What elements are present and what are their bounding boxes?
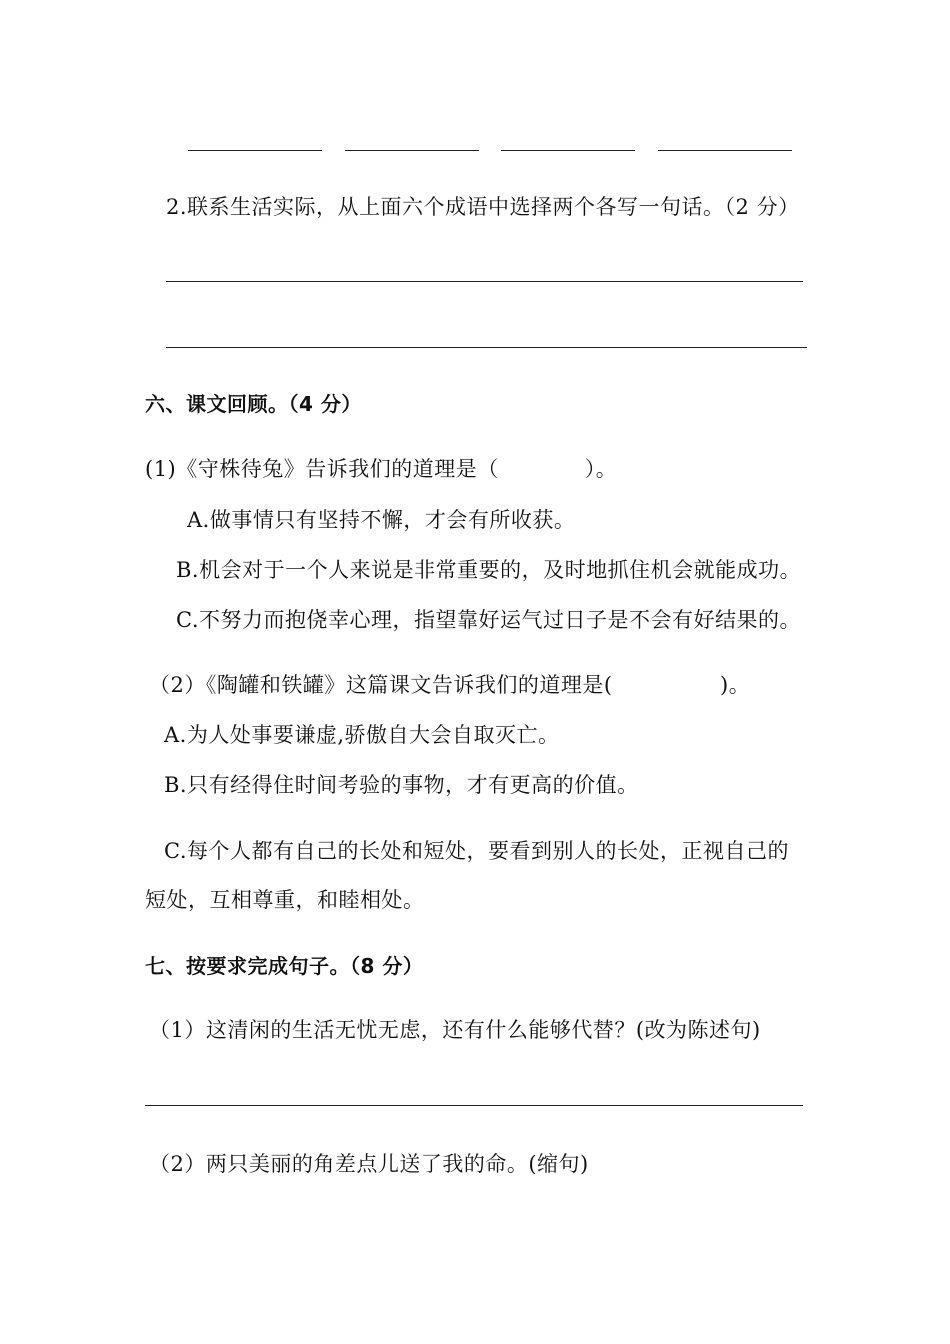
- idiom-answer-blank-3[interactable]: [501, 150, 635, 151]
- idiom-answer-blank-4[interactable]: [658, 150, 792, 151]
- section7-question-2: （2）两只美丽的角差点儿送了我的命。(缩句): [149, 1152, 589, 1176]
- section6-question-1: (1)《守株待兔》告诉我们的道理是（ ）。: [145, 457, 618, 481]
- idiom-answer-blank-2[interactable]: [345, 150, 479, 151]
- sentence-answer-line-2[interactable]: [166, 347, 807, 348]
- section6-q2-option-a: A.为人处事要谦虚,骄傲自大会自取灭亡。: [164, 723, 560, 747]
- section6-q2-option-c-continued: 短处，互相尊重，和睦相处。: [145, 888, 425, 912]
- section6-q2-option-c: C.每个人都有自己的长处和短处，要看到别人的长处，正视自己的: [164, 839, 789, 863]
- section6-q1-option-a: A.做事情只有坚持不懈，才会有所收获。: [187, 508, 576, 532]
- section6-question-2: （2）《陶罐和铁罐》这篇课文告诉我们的道理是( )。: [149, 673, 751, 697]
- section6-q1-option-b: B.机会对于一个人来说是非常重要的，及时地抓住机会就能成功。: [176, 558, 802, 582]
- section7-title: 七、按要求完成句子。（8 分）: [145, 954, 424, 978]
- section7-question-1: （1）这清闲的生活无忧无虑，还有什么能够代替？(改为陈述句): [149, 1018, 761, 1042]
- sentence-answer-line-1[interactable]: [166, 281, 803, 282]
- section6-title: 六、课文回顾。（4 分）: [145, 392, 362, 416]
- section7-q1-answer-line[interactable]: [145, 1105, 803, 1106]
- section6-q2-option-b: B.只有经得住时间考验的事物，才有更高的价值。: [164, 773, 639, 797]
- idiom-answer-blank-1[interactable]: [188, 150, 322, 151]
- section5-question-2: 2.联系生活实际，从上面六个成语中选择两个各写一句话。（2 分）: [166, 195, 800, 219]
- section6-q1-option-c: C.不努力而抱侥幸心理，指望靠好运气过日子是不会有好结果的。: [176, 608, 801, 632]
